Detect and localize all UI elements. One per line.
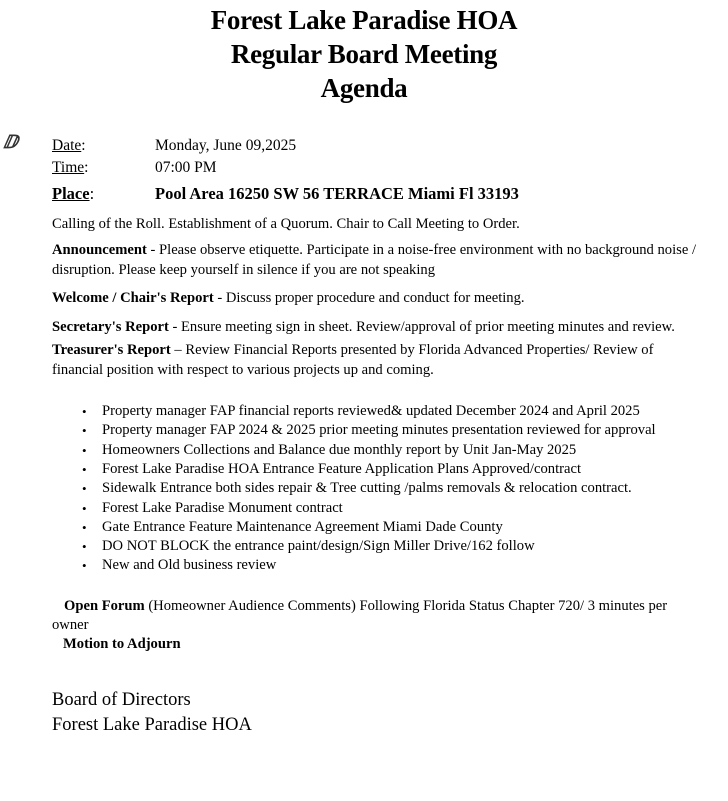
signature-line-hoa: Forest Lake Paradise HOA bbox=[52, 714, 252, 735]
bullet-item-sidewalk bbox=[82, 479, 697, 498]
meeting-info-block bbox=[52, 135, 697, 206]
meeting-date-row bbox=[52, 135, 697, 157]
bullet-text: Property manager FAP 2024 & 2025 prior meeting minutes presentation reviewed for approval bbox=[102, 422, 656, 439]
announcement-text: - Please observe etiquette. Participate in a noise-free environment with no background noise / disruption. Please keep yourself in silence if you are not speaking bbox=[52, 242, 696, 278]
bullet-item-do-not-block bbox=[82, 537, 697, 556]
bullet-item-entrance-feature bbox=[82, 460, 697, 479]
bullet-icon: • bbox=[82, 404, 87, 420]
announcement-heading: Announcement bbox=[52, 242, 147, 259]
title-line-1: Forest Lake Paradise HOA bbox=[210, 5, 518, 35]
signature-line-board: Board of Directors bbox=[52, 689, 191, 710]
time-colon: : bbox=[84, 159, 89, 176]
document-body bbox=[52, 135, 697, 738]
bullet-icon: • bbox=[82, 481, 87, 497]
open-forum-text: (Homeowner Audience Comments) Following Florida Status Chapter 720/ 3 minutes per owner bbox=[52, 597, 668, 634]
date-label: Date bbox=[52, 137, 82, 154]
secretary-report-heading: Secretary's Report bbox=[52, 319, 169, 336]
motion-to-adjourn: Motion to Adjourn bbox=[63, 636, 181, 653]
bullet-text: Sidewalk Entrance both sides repair & Tree cutting /palms removals & relocation contract. bbox=[102, 480, 632, 497]
bullet-text: Forest Lake Paradise HOA Entrance Feature Application Plans Approved/contract bbox=[102, 460, 582, 477]
welcome-chairs-report-paragraph bbox=[52, 289, 697, 308]
bullet-item-meeting-minutes bbox=[82, 421, 697, 440]
signature-block bbox=[52, 688, 697, 738]
meeting-place-row bbox=[52, 182, 697, 206]
welcome-chairs-report-text: - Discuss proper procedure and conduct for meeting. bbox=[213, 289, 525, 306]
treasurer-report-text: – Review Financial Reports presented by Florida Advanced Properties/ Review of financial position with respect to various projects up and coming. bbox=[52, 342, 654, 378]
title-line-2: Regular Board Meeting bbox=[230, 39, 498, 69]
bullet-text: Homeowners Collections and Balance due monthly report by Unit Jan-May 2025 bbox=[102, 441, 577, 458]
open-forum-heading: Open Forum bbox=[64, 597, 145, 614]
bullet-text: DO NOT BLOCK the entrance paint/design/Sign Miller Drive/162 follow bbox=[102, 538, 535, 555]
title-line-3: Agenda bbox=[320, 73, 408, 103]
bullet-icon: • bbox=[82, 461, 87, 477]
bullet-icon: • bbox=[82, 442, 87, 458]
bullet-icon: • bbox=[82, 539, 87, 555]
date-colon: : bbox=[81, 137, 86, 154]
document-title bbox=[0, 0, 728, 105]
bullet-text: New and Old business review bbox=[102, 557, 277, 574]
bullet-icon: • bbox=[82, 500, 87, 516]
place-label-cell bbox=[52, 182, 155, 206]
time-label-cell bbox=[52, 157, 155, 179]
place-colon: : bbox=[89, 184, 95, 203]
bullet-text: Forest Lake Paradise Monument contract bbox=[102, 499, 343, 516]
secretary-report-paragraph bbox=[52, 318, 697, 337]
bullet-item-new-old-business bbox=[82, 556, 697, 575]
bullet-text: Property manager FAP financial reports reviewed& updated December 2024 and April 2025 bbox=[102, 403, 640, 420]
time-label: Time bbox=[52, 159, 85, 176]
secretary-report-text: - Ensure meeting sign in sheet. Review/approval of prior meeting minutes and review. bbox=[168, 319, 675, 336]
bullet-item-gate-maintenance bbox=[82, 518, 697, 537]
bullet-icon: • bbox=[82, 558, 87, 574]
bullet-item-collections bbox=[82, 441, 697, 460]
announcement-paragraph bbox=[52, 241, 697, 280]
treasurer-report-heading: Treasurer's Report bbox=[52, 342, 171, 359]
bullet-icon: • bbox=[82, 519, 87, 535]
open-forum-paragraph bbox=[52, 597, 678, 636]
date-label-cell bbox=[52, 135, 155, 157]
bullet-text: Gate Entrance Feature Maintenance Agreement Miami Dade County bbox=[102, 518, 503, 535]
welcome-chairs-report-heading: Welcome / Chair's Report bbox=[52, 289, 214, 306]
bullet-item-monument bbox=[82, 499, 697, 518]
place-label: Place bbox=[52, 184, 90, 203]
treasurer-report-paragraph bbox=[52, 341, 697, 380]
place-value: Pool Area 16250 SW 56 TERRACE Miami Fl 33193 bbox=[155, 184, 519, 203]
time-value: 07:00 PM bbox=[155, 159, 217, 176]
date-value: Monday, June 09,2025 bbox=[155, 137, 297, 154]
agenda-bullet-list bbox=[52, 402, 697, 576]
call-to-order-paragraph: Calling of the Roll. Establishment of a Quorum. Chair to Call Meeting to Order. bbox=[52, 216, 520, 232]
meeting-time-row bbox=[52, 157, 697, 179]
bullet-icon: • bbox=[82, 423, 87, 439]
margin-annotation-icon: ⅅ bbox=[3, 132, 18, 152]
bullet-item-financial-reports bbox=[82, 402, 697, 421]
